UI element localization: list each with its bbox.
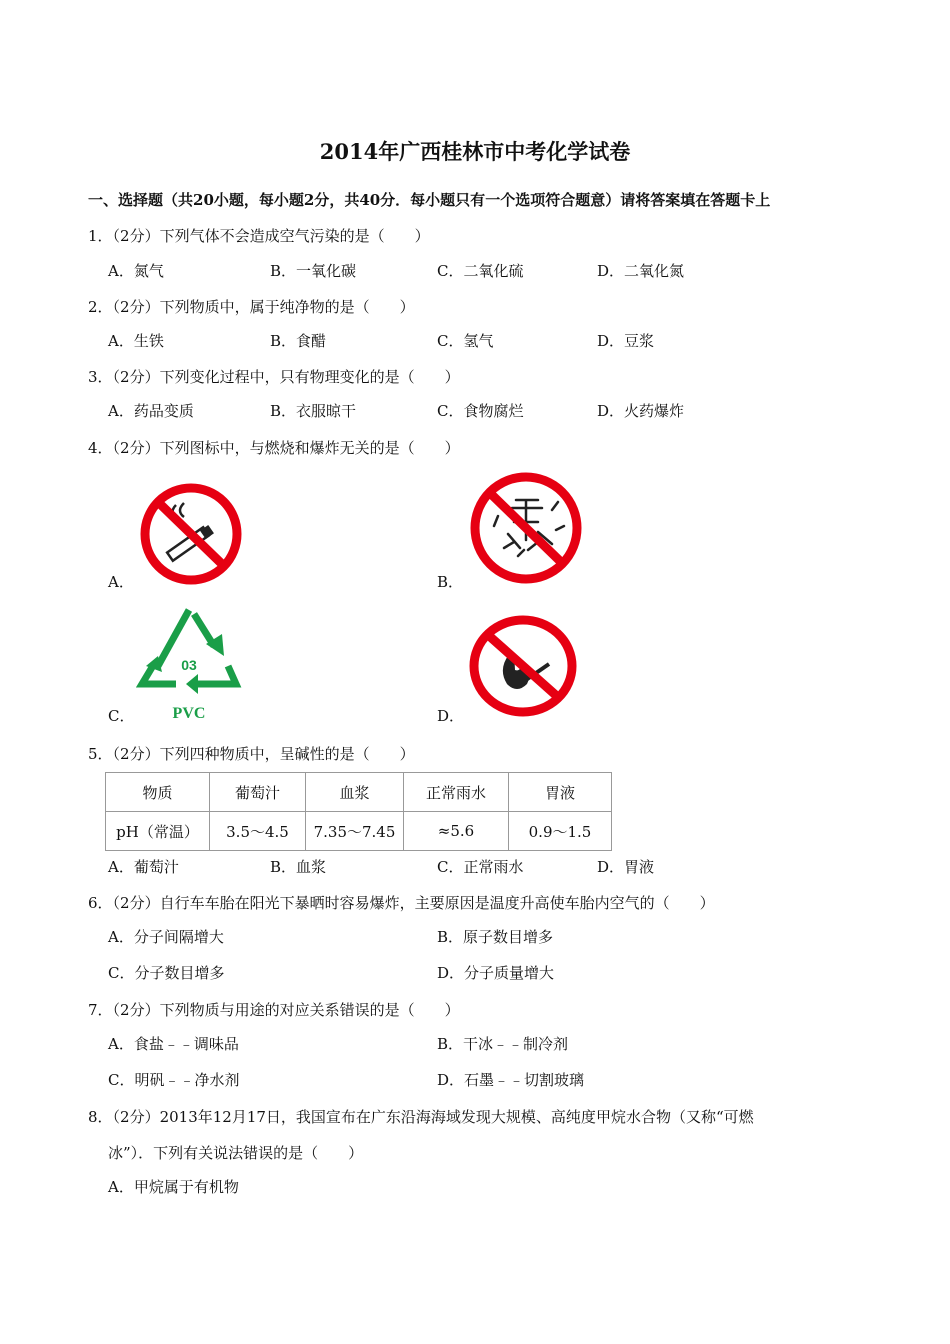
question-4-option-d: D． [437, 707, 465, 725]
table-row [106, 773, 612, 812]
table-cell: pH（常温） [106, 812, 210, 851]
table-cell: 7.35～7.45 [306, 812, 404, 851]
question-5-option-c: C．正常雨水 [437, 858, 524, 876]
question-4-option-c: C． [108, 707, 135, 725]
question-6-option-d: D．分子质量增大 [437, 964, 555, 982]
question-2-option-d: D．豆浆 [597, 332, 655, 350]
question-7-option-a: A．食盐﹣﹣调味品 [108, 1035, 239, 1053]
question-1-option-d: D．二氧化氮 [597, 262, 685, 280]
question-8-stem-line2: 冰”）．下列有关说法错误的是（ ） [108, 1144, 364, 1162]
question-3-stem: 3．（2分）下列变化过程中，只有物理变化的是（ ） [88, 368, 460, 386]
page-title: 2014年广西桂林市中考化学试卷 [319, 139, 631, 164]
question-7-stem: 7．（2分）下列物质与用途的对应关系错误的是（ ） [88, 1001, 460, 1019]
question-5-stem: 5．（2分）下列四种物质中，呈碱性的是（ ） [88, 745, 415, 763]
recycle-pvc-icon [136, 604, 242, 722]
question-1-option-b: B．一氧化碳 [270, 262, 357, 280]
table-cell: 0.9～1.5 [509, 812, 612, 851]
table-header-cell: 物质 [106, 773, 210, 812]
question-2-option-b: B．食醋 [270, 332, 327, 350]
question-3-option-c: C．食物腐烂 [437, 402, 524, 420]
table-cell: ≈5.6 [404, 812, 509, 851]
no-fireworks-icon [468, 470, 584, 586]
recycle-code: 03 [181, 657, 197, 673]
no-open-flame-icon [467, 612, 579, 720]
table-header-cell: 胃液 [509, 773, 612, 812]
question-7-option-d: D．石墨﹣﹣切割玻璃 [437, 1071, 585, 1089]
question-8-option-a: A．甲烷属于有机物 [108, 1178, 239, 1196]
question-3-option-d: D．火药爆炸 [597, 402, 685, 420]
table-header-cell: 葡萄汁 [210, 773, 306, 812]
question-3-option-b: B．衣服晾干 [270, 402, 357, 420]
no-smoking-icon [138, 481, 244, 587]
table-row [106, 812, 612, 851]
question-1-option-a: A．氮气 [108, 262, 164, 280]
question-6-option-c: C．分子数目增多 [108, 964, 225, 982]
question-8-stem-line1: 8．（2分）2013年12月17日，我国宣布在广东沿海海域发现大规模、高纯度甲烷水合物（又称“可燃 [88, 1108, 754, 1126]
question-5-option-d: D．胃液 [597, 858, 655, 876]
question-6-option-a: A．分子间隔增大 [108, 928, 224, 946]
question-6-stem: 6．（2分）自行车车胎在阳光下暴晒时容易爆炸，主要原因是温度升高使车胎内空气的（ ） [88, 894, 715, 912]
question-3-option-a: A．药品变质 [108, 402, 194, 420]
question-1-option-c: C．二氧化硫 [437, 262, 524, 280]
question-2-stem: 2．（2分）下列物质中，属于纯净物的是（ ） [88, 298, 415, 316]
recycle-label: PVC [172, 705, 206, 722]
table-header-cell: 血浆 [306, 773, 404, 812]
question-4-option-a: A． [108, 573, 134, 591]
section-heading: 一、选择题（共20小题，每小题2分，共40分．每小题只有一个选项符合题意）请将答案填在答题卡上 [88, 191, 771, 209]
table-cell: 3.5～4.5 [210, 812, 306, 851]
question-1-stem: 1．（2分）下列气体不会造成空气污染的是（ ） [88, 227, 430, 245]
question-7-option-b: B．干冰﹣﹣制冷剂 [437, 1035, 569, 1053]
question-2-option-c: C．氢气 [437, 332, 494, 350]
question-2-option-a: A．生铁 [108, 332, 164, 350]
question-4-stem: 4．（2分）下列图标中，与燃烧和爆炸无关的是（ ） [88, 439, 460, 457]
question-5-option-a: A．葡萄汁 [108, 858, 179, 876]
ph-table [105, 772, 612, 851]
question-7-option-c: C．明矾﹣﹣净水剂 [108, 1071, 240, 1089]
table-header-cell: 正常雨水 [404, 773, 509, 812]
question-5-option-b: B．血浆 [270, 858, 327, 876]
question-4-option-b: B． [437, 573, 464, 591]
question-6-option-b: B．原子数目增多 [437, 928, 554, 946]
